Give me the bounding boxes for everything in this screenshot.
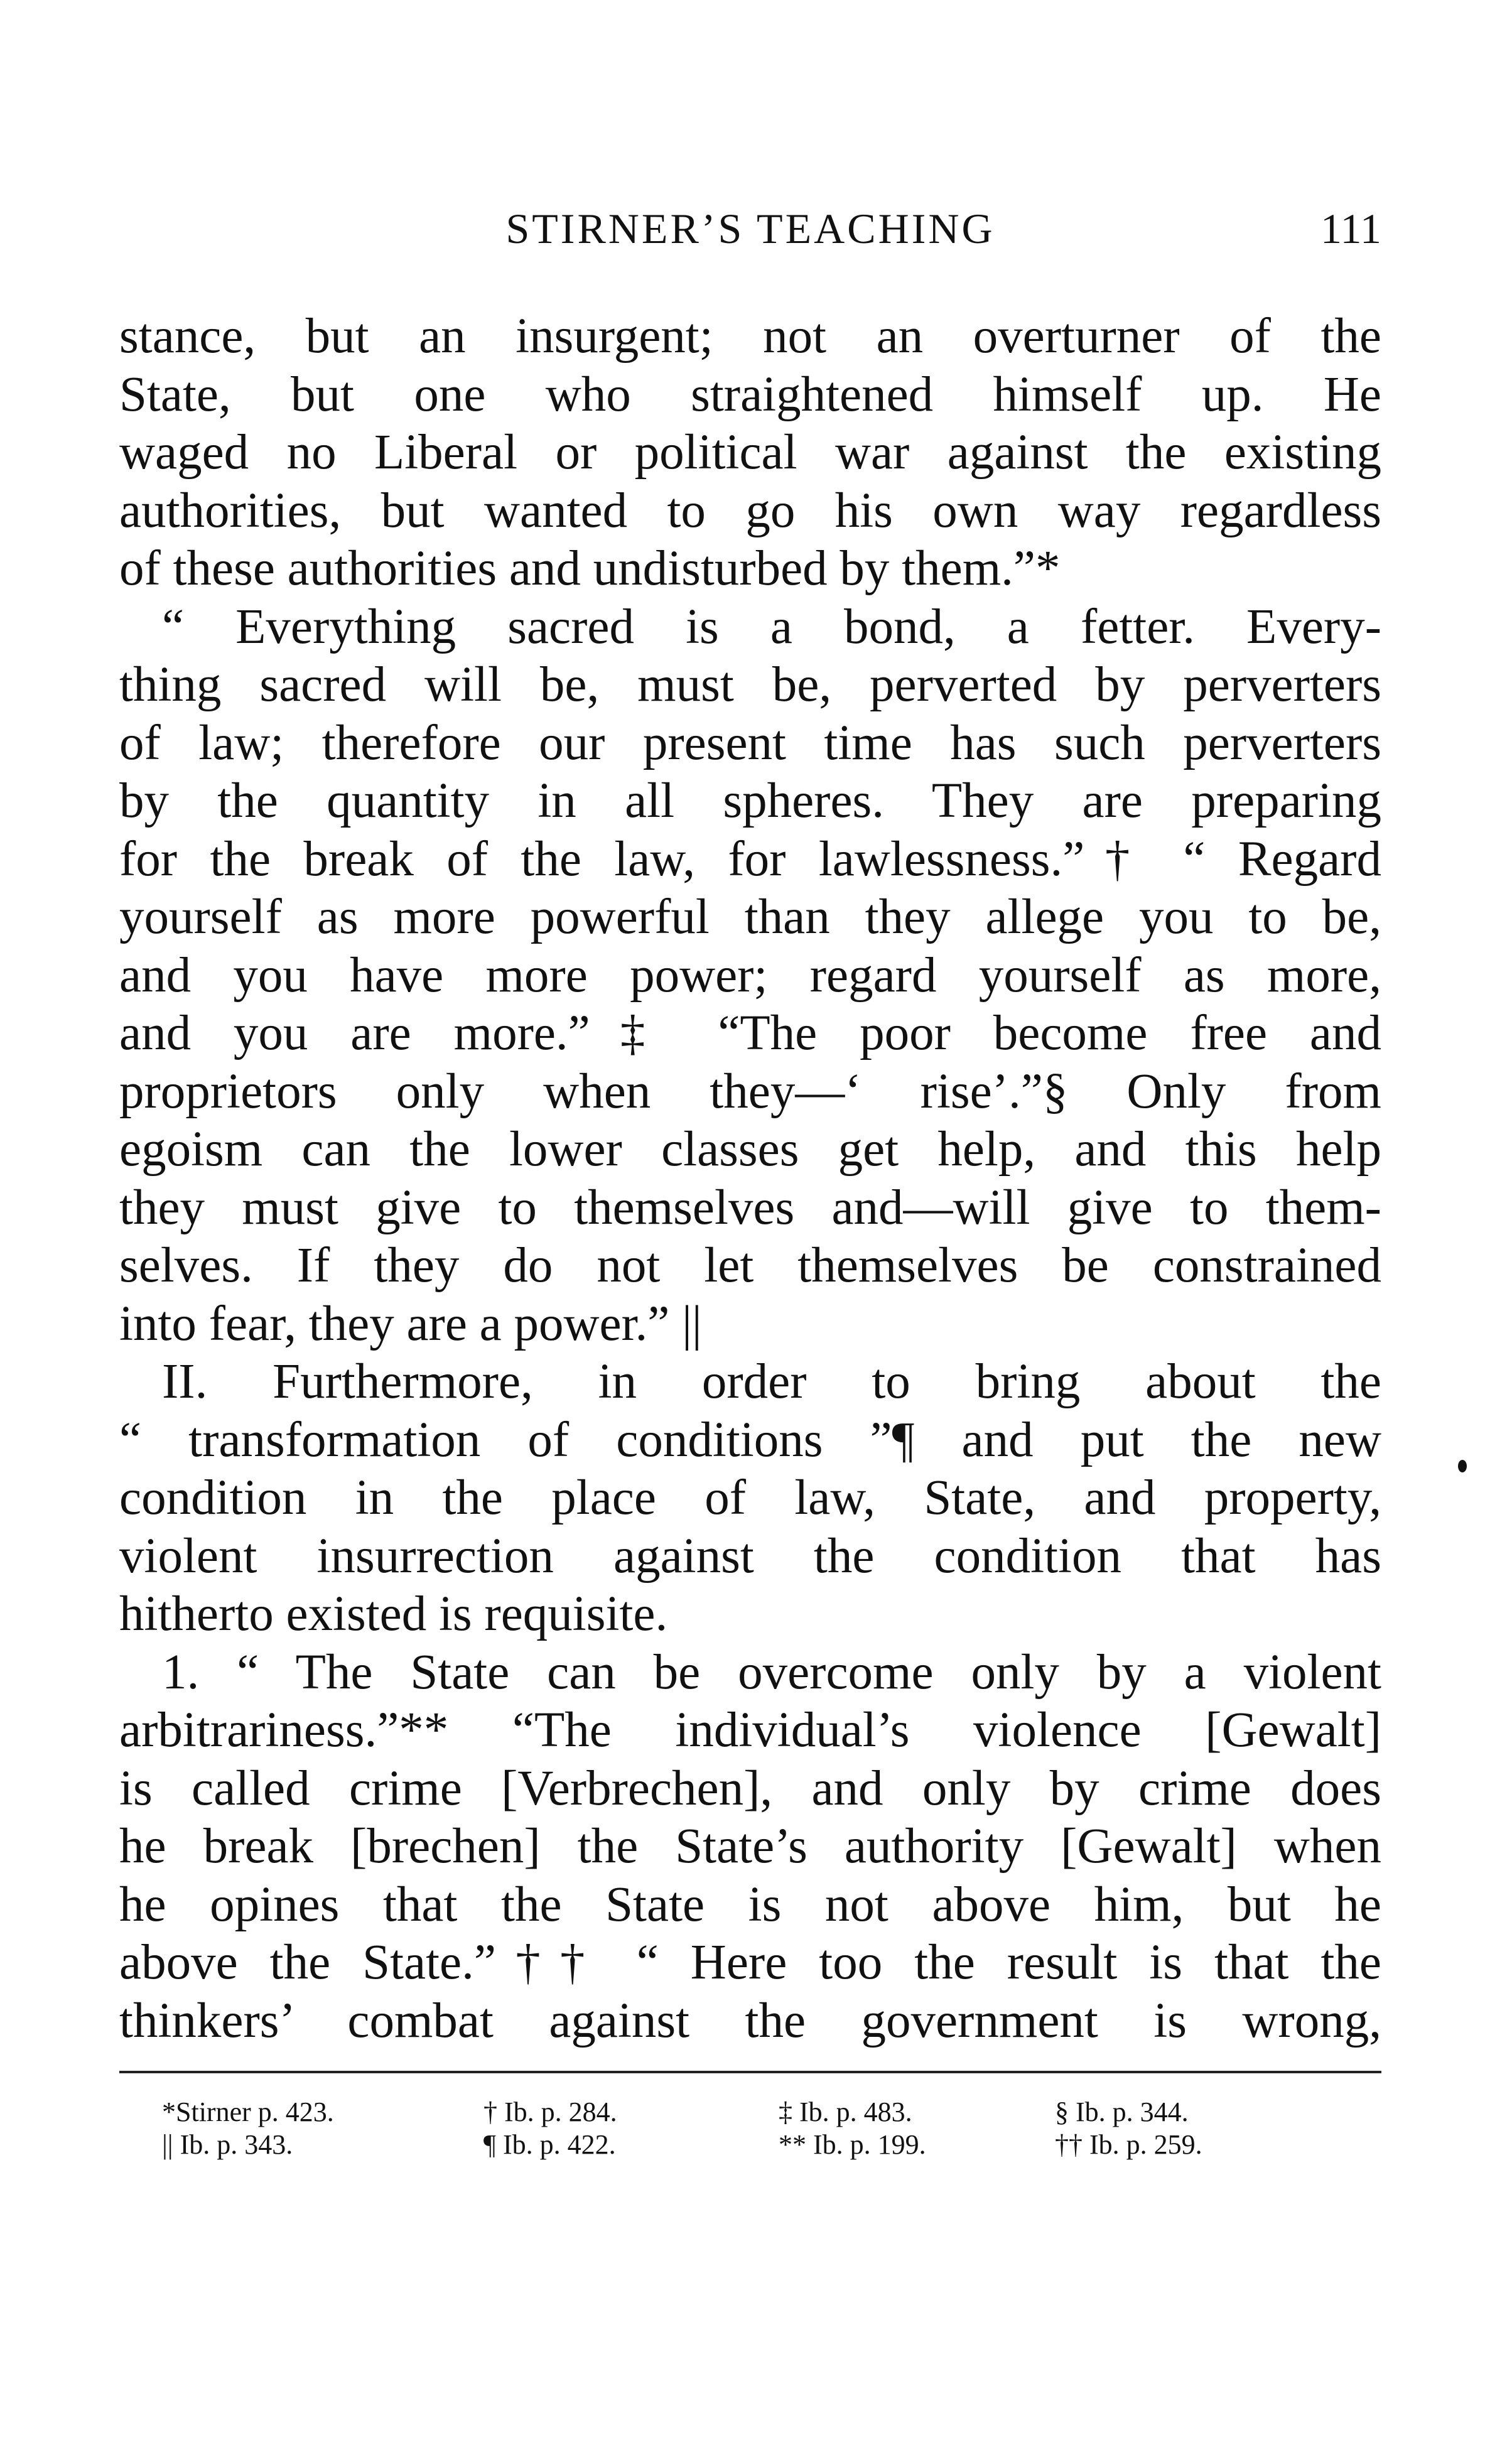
running-head: STIRNER’S TEACHING <box>505 205 995 252</box>
text-line: egoism can the lower classes get help, and this help <box>119 1122 1381 1177</box>
footnote: ‡ Ib. p. 483. <box>779 2097 912 2127</box>
text-line: II. Furthermore, in order to bring about the <box>162 1354 1381 1409</box>
text-line: he opines that the State is not above him, but he <box>119 1877 1381 1932</box>
text-line: State, but one who straightened himself up. He <box>119 367 1381 422</box>
text-line: into fear, they are a power.” || <box>119 1296 702 1351</box>
text-line: waged no Liberal or political war against the existing <box>119 425 1381 480</box>
footnote: § Ib. p. 344. <box>1055 2097 1189 2127</box>
text-line: above the State.”†† “ Here too the result is that the <box>119 1935 1381 1990</box>
text-line: they must give to themselves and—will give to them- <box>119 1180 1381 1235</box>
footnote: *Stirner p. 423. <box>162 2097 334 2127</box>
text-line: by the quantity in all spheres. They are preparing <box>119 774 1381 828</box>
text-line: thinkers’ combat against the government is wrong, <box>119 1993 1381 2048</box>
footnote-row <box>119 2129 1381 2161</box>
text-line: proprietors only when they—‘ rise’.”§ Only from <box>119 1064 1381 1119</box>
text-line: condition in the place of law, State, and property, <box>119 1471 1381 1525</box>
text-line: thing sacred will be, must be, perverted by perverters <box>119 657 1381 712</box>
page-header <box>119 204 1381 261</box>
ink-speck <box>1458 1460 1467 1472</box>
footnote-row <box>119 2096 1381 2129</box>
text-line: for the break of the law, for lawlessness.”† “ Regard <box>119 831 1381 887</box>
text-line: and you have more power; regard yourself as more, <box>119 947 1381 1003</box>
footnote: ¶ Ib. p. 422. <box>483 2129 616 2160</box>
text-line: arbitrariness.”** “The individual’s violence [Gewalt] <box>119 1703 1381 1757</box>
text-line: authorities, but wanted to go his own way regardless <box>119 483 1381 538</box>
text-line: “ transformation of conditions ”¶ and put the new <box>119 1412 1381 1467</box>
text-line: violent insurrection against the condition that has <box>119 1528 1381 1584</box>
text-line: yourself as more powerful than they allege you to be, <box>119 890 1381 944</box>
footnote: || Ib. p. 343. <box>162 2129 293 2160</box>
page-number: 111 <box>1320 205 1381 252</box>
footnote: †† Ib. p. 259. <box>1055 2129 1202 2160</box>
text-line: hitherto existed is requisite. <box>119 1587 668 1641</box>
footnotes <box>119 2096 1381 2161</box>
body-text <box>119 308 1381 2050</box>
text-line: stance, but an insurgent; not an overturner of the <box>119 309 1381 364</box>
footnote: ** Ib. p. 199. <box>779 2129 926 2160</box>
text-line: he break [brechen] the State’s authority [Gewalt] when <box>119 1819 1381 1874</box>
text-line: and you are more.”‡ “The poor become free and <box>119 1006 1381 1061</box>
text-line: “ Everything sacred is a bond, a fetter. Every- <box>162 599 1381 654</box>
footnote: † Ib. p. 284. <box>483 2097 617 2127</box>
text-line: of law; therefore our present time has such perverters <box>119 715 1381 770</box>
footnote-rule <box>119 2071 1381 2073</box>
text-line: is called crime [Verbrechen], and only by crime does <box>119 1761 1381 1816</box>
text-line: selves. If they do not let themselves be constrained <box>119 1238 1381 1293</box>
text-line: 1. “ The State can be overcome only by a violent <box>162 1644 1381 1700</box>
text-line: of these authorities and undisturbed by them.”* <box>119 541 1061 596</box>
